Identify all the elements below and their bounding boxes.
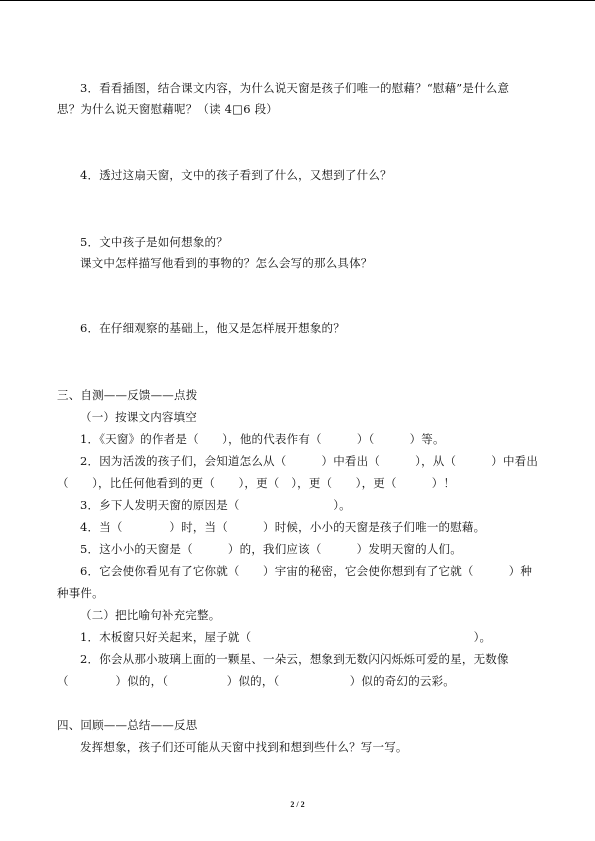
fill-item-4: 4．当（ ）时，当（ ）时候，小小的天窗是孩子们唯一的慰藉。 — [80, 520, 486, 534]
question-5-line-2: 课文中怎样描写他看到的事物的？怎么会写的那么具体？ — [80, 256, 373, 270]
page-top-border — [0, 0, 595, 1]
fill-item-5: 5．这小小的天窗是（ ）的，我们应该（ ）发明天窗的人们。 — [80, 542, 462, 556]
metaphor-item-2-line-1: 2．你会从那小玻璃上面的一颗星、一朵云，想象到无数闪闪烁烁可爱的星，无数像 — [80, 652, 509, 666]
question-4: 4．透过这扇天窗，文中的孩子看到了什么，又想到了什么？ — [80, 168, 392, 182]
metaphor-item-1: 1．木板窗只好关起来，屋子就（ ）。 — [80, 630, 492, 644]
fill-item-6-line-2: 种事件。 — [57, 586, 104, 600]
page-number: 2 / 2 — [290, 800, 305, 809]
section-3-part-1-title: （一）按课文内容填空 — [80, 410, 197, 424]
section-4-prompt: 发挥想象，孩子们还可能从天窗中找到和想到些什么？写一写。 — [80, 740, 408, 754]
question-5-line-1: 5．文中孩子是如何想象的？ — [80, 235, 228, 249]
section-3-title: 三、自测——反馈——点拨 — [57, 388, 198, 402]
question-3-line-2: 思？为什么说天窗慰藉呢？（读 4□6 段） — [57, 102, 279, 116]
question-3-line-1: 3．看看插图，结合课文内容，为什么说天窗是孩子们唯一的慰藉？“慰藉”是什么意 — [80, 81, 510, 95]
fill-item-2-line-1: 2．因为活泼的孩子们，会知道怎么从（ ）中看出（ ），从（ ）中看出 — [80, 454, 539, 468]
section-3-part-2-title: （二）把比喻句补充完整。 — [80, 608, 221, 622]
metaphor-item-2-line-2: （ ）似的，（ ）似的，（ ）似的奇幻的云彩。 — [57, 674, 455, 688]
fill-item-6-line-1: 6．它会使你看见有了它你就（ ）宇宙的秘密，它会使你想到有了它就（ ）种 — [80, 564, 533, 578]
fill-item-2-line-2: （ ），比任何他看到的更（ ），更（ ），更（ ），更（ ）！ — [57, 476, 456, 490]
question-6: 6．在仔细观察的基础上，他又是怎样展开想象的？ — [80, 321, 345, 335]
section-4-title: 四、回顾——总结——反思 — [57, 718, 198, 732]
fill-item-3: 3．乡下人发明天窗的原因是（ ）。 — [80, 498, 351, 512]
fill-item-1: 1．《天窗》的作者是（ ），他的代表作有（ ）（ ）等。 — [80, 432, 445, 446]
